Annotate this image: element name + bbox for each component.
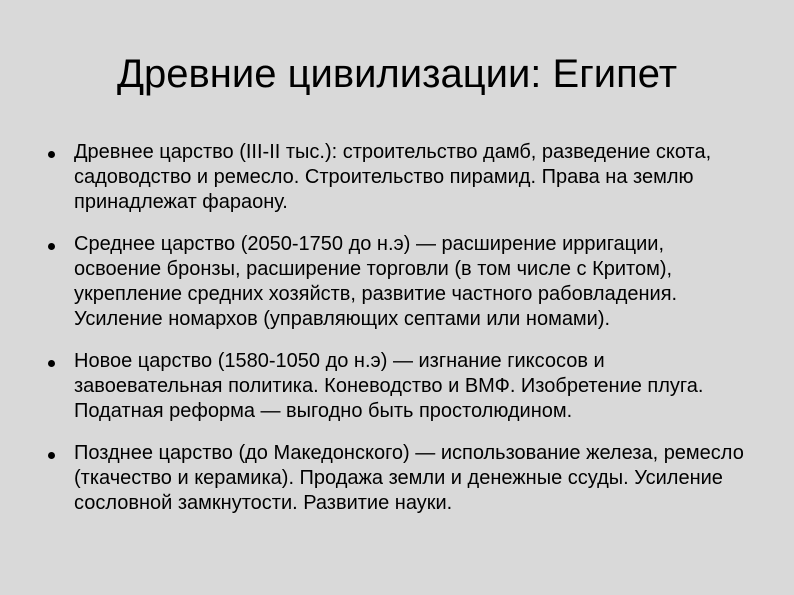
slide-title: Древние цивилизации: Египет [116,52,678,96]
bullet-text: Древнее царство (III-II тыс.): строительство дамб, разведение скота, садоводство и ремесло. Строительство пирамид. Права на землю принадлежат фараону. [74,141,712,213]
bullet-text: Новое царство (1580-1050 до н.э) — изгнание гиксосов и завоевательная политика. Коневодство и ВМФ. Изобретение плуга. Податная реформа — выгодно быть простолюдином. [74,350,704,422]
bullet-dot-icon [48,452,55,459]
bullet-text: Позднее царство (до Македонского) — использование железа, ремесло (ткачество и керамика). Продажа земли и денежные ссуды. Усиление сословной замкнутости. Развитие науки. [74,442,744,514]
bullet-dot-icon [48,360,55,367]
bullet-text: Среднее царство (2050-1750 до н.э) — расширение ирригации, освоение бронзы, расширение торговли (в том числе с Критом), укрепление средних хозяйств, развитие частного рабовладения. Усиление номархов (управляющих септами или номами). [74,233,678,330]
bullet-dot-icon [48,151,55,158]
bullet-item-new-kingdom [48,349,748,424]
bullet-item-middle-kingdom [48,232,748,332]
bullet-dot-icon [48,243,55,250]
bullet-list [48,140,748,533]
bullet-item-late-kingdom [48,441,748,516]
bullet-item-old-kingdom [48,140,748,215]
